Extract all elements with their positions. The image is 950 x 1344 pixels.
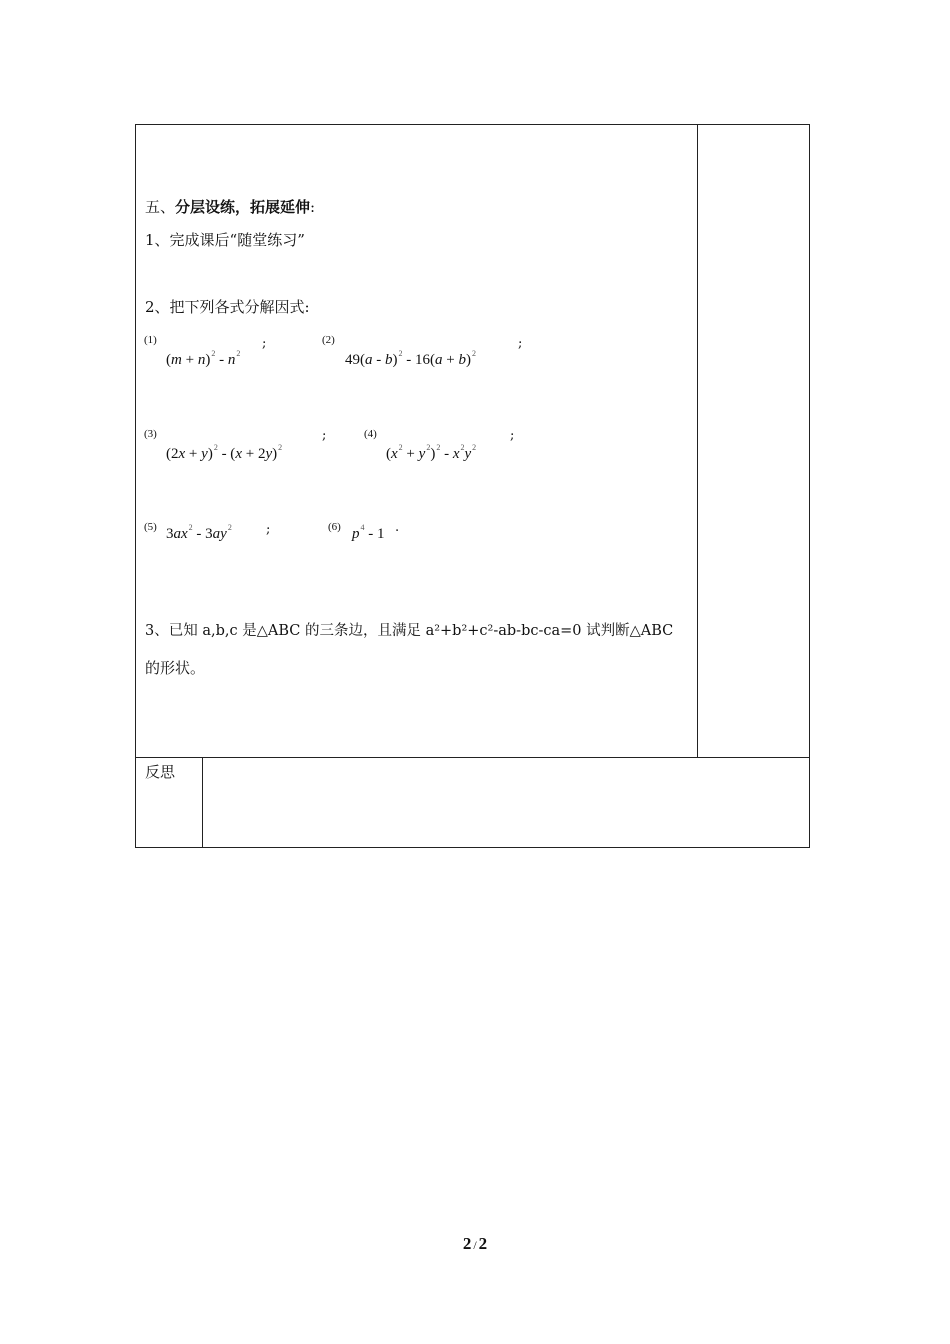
item-6-number: (6) (328, 521, 341, 533)
item-4-separator: ; (510, 428, 515, 443)
notes-column-divider (697, 124, 698, 758)
section-heading (145, 197, 315, 217)
section-colon: : (310, 198, 316, 216)
table-border-top (135, 124, 810, 125)
total-pages: 2 (478, 1234, 488, 1253)
item-2-number: (2) (322, 334, 335, 346)
question-3-line-2: 的形状。 (145, 659, 206, 677)
table-border-bottom (135, 847, 810, 848)
current-page: 2 (462, 1234, 472, 1253)
question-2: 2、把下列各式分解因式: (145, 298, 310, 316)
item-4-expression: $(x^2 + y^2)^2 - x^2y^2$ (386, 443, 477, 462)
page-slash: / (473, 1238, 477, 1252)
table-border-right (809, 124, 810, 848)
item-2-separator: ; (518, 336, 523, 351)
item-1-separator: ; (262, 336, 267, 351)
item-1-expression: $(m + n)^2 - n^2$ (166, 349, 241, 368)
section-title: 分层设练，拓展延伸 (175, 198, 311, 216)
item-5-number: (5) (144, 521, 157, 533)
item-5-expression: $3ax^2 - 3ay^2$ (166, 523, 232, 542)
question-3-line-1: 3、已知 a,b,c 是△ABC 的三条边，且满足 a²+b²+c²-ab-bc-ca=0 试判断△ABC (145, 623, 674, 639)
page-number (0, 1234, 950, 1254)
item-6-expression: $p^4 - 1$ (352, 523, 385, 542)
item-1-number: (1) (144, 334, 157, 346)
question-1: 1、完成课后“随堂练习” (145, 231, 305, 249)
item-6-separator: . (395, 520, 400, 535)
item-3-expression: $(2x + y)^2 - (x + 2y)^2$ (166, 443, 283, 462)
item-4-number: (4) (364, 428, 377, 440)
table-border-left (135, 124, 136, 848)
item-2-expression: $49(a - b)^2 - 16(a + b)^2$ (345, 349, 476, 368)
item-3-separator: ; (322, 428, 327, 443)
item-5-separator: ; (266, 522, 271, 537)
item-3-number: (3) (144, 428, 157, 440)
reflection-writing-area[interactable] (203, 758, 809, 847)
reflection-label: 反思 (145, 763, 176, 781)
section-prefix: 五、 (145, 198, 176, 216)
